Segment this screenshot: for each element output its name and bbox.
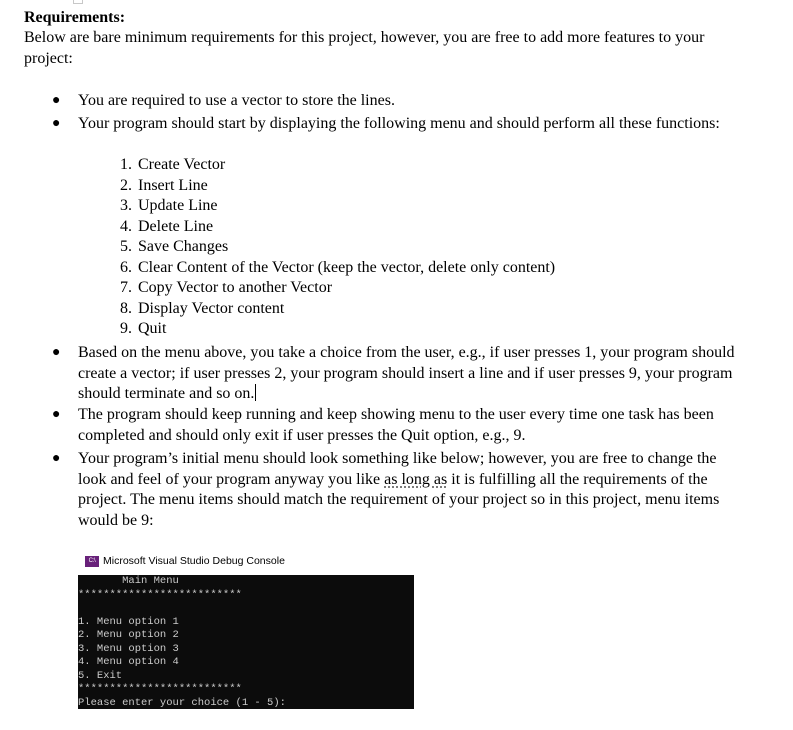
bullet-text: You are required to use a vector to store the lines. (78, 92, 395, 109)
console-line: Please enter your choice (1 - 5): (78, 696, 286, 709)
bullet-dot: ● (52, 407, 61, 422)
bullet-dot: ● (52, 451, 61, 466)
bullet-dot: ● (52, 93, 61, 108)
menu-item-7: 7. Copy Vector to another Vector (120, 279, 333, 296)
menu-item-5: 5. Save Changes (120, 238, 229, 255)
bullet-text: The program should keep running and keep showing menu to the user every time one task has been completed and should only exit if user presses the Quit option, e.g., 9. (78, 406, 714, 444)
menu-item-6: 6. Clear Content of the Vector (keep the vector, delete only content) (120, 258, 556, 276)
console-line: Main Menu (78, 575, 179, 587)
console-screenshot (78, 575, 414, 709)
grammar-flag: as long as (384, 470, 448, 488)
menu-item-8: 8. Display Vector content (120, 299, 285, 317)
menu-item-4: 4. Delete Line (120, 217, 214, 235)
menu-item-1: 1. Create Vector (120, 156, 226, 173)
bullet-initial-menu (52, 449, 743, 531)
bullet-vector (52, 91, 743, 112)
ruler-mark (73, 0, 83, 4)
bullet-text: Based on the menu above, you take a choice from the user, e.g., if user presses 1, your program should create a vector; if user presses 2, your program should insert a line and if user presses 9, your program should terminate and so on. (78, 344, 735, 402)
bullet-text: Your program’s initial menu should look something like below; however, you are free to change the look and feel of your program anyway you like as long as it is fulfilling all the requirements of the project. The menu items should match the requirement of your project so in this project, menu items would be 9: (78, 450, 720, 529)
console-line (78, 602, 414, 616)
console-title: Microsoft Visual Studio Debug Console (103, 555, 285, 567)
bullet-dot: ● (52, 345, 61, 360)
intro-paragraph: Below are bare minimum requirements for this project, however, you are free to add more features to your project: (24, 29, 705, 67)
console-line: 4. Menu option 4 (78, 656, 179, 668)
text-cursor (255, 384, 256, 401)
requirements-heading: Requirements: (24, 9, 126, 26)
console-line: 5. Exit (78, 669, 123, 682)
menu-item-3: 3. Update Line (120, 197, 218, 214)
console-app-icon: C:\ (85, 556, 99, 567)
menu-item-9: 9. Quit (120, 320, 167, 337)
bullet-text: Your program should start by displaying the following menu and should perform all these functions: (78, 115, 720, 132)
console-line: 2. Menu option 2 (78, 629, 179, 641)
console-line: 1. Menu option 1 (78, 615, 179, 628)
bullet-loop (52, 405, 743, 446)
bullet-choice (52, 343, 743, 405)
console-title-bar (85, 555, 285, 567)
console-line: 3. Menu option 3 (78, 642, 179, 655)
bullet-dot: ● (52, 116, 61, 131)
bullet-menu (52, 114, 743, 135)
console-line: ************************** (78, 588, 242, 601)
console-line: ************************** (78, 683, 242, 695)
menu-item-2: 2. Insert Line (120, 176, 208, 194)
